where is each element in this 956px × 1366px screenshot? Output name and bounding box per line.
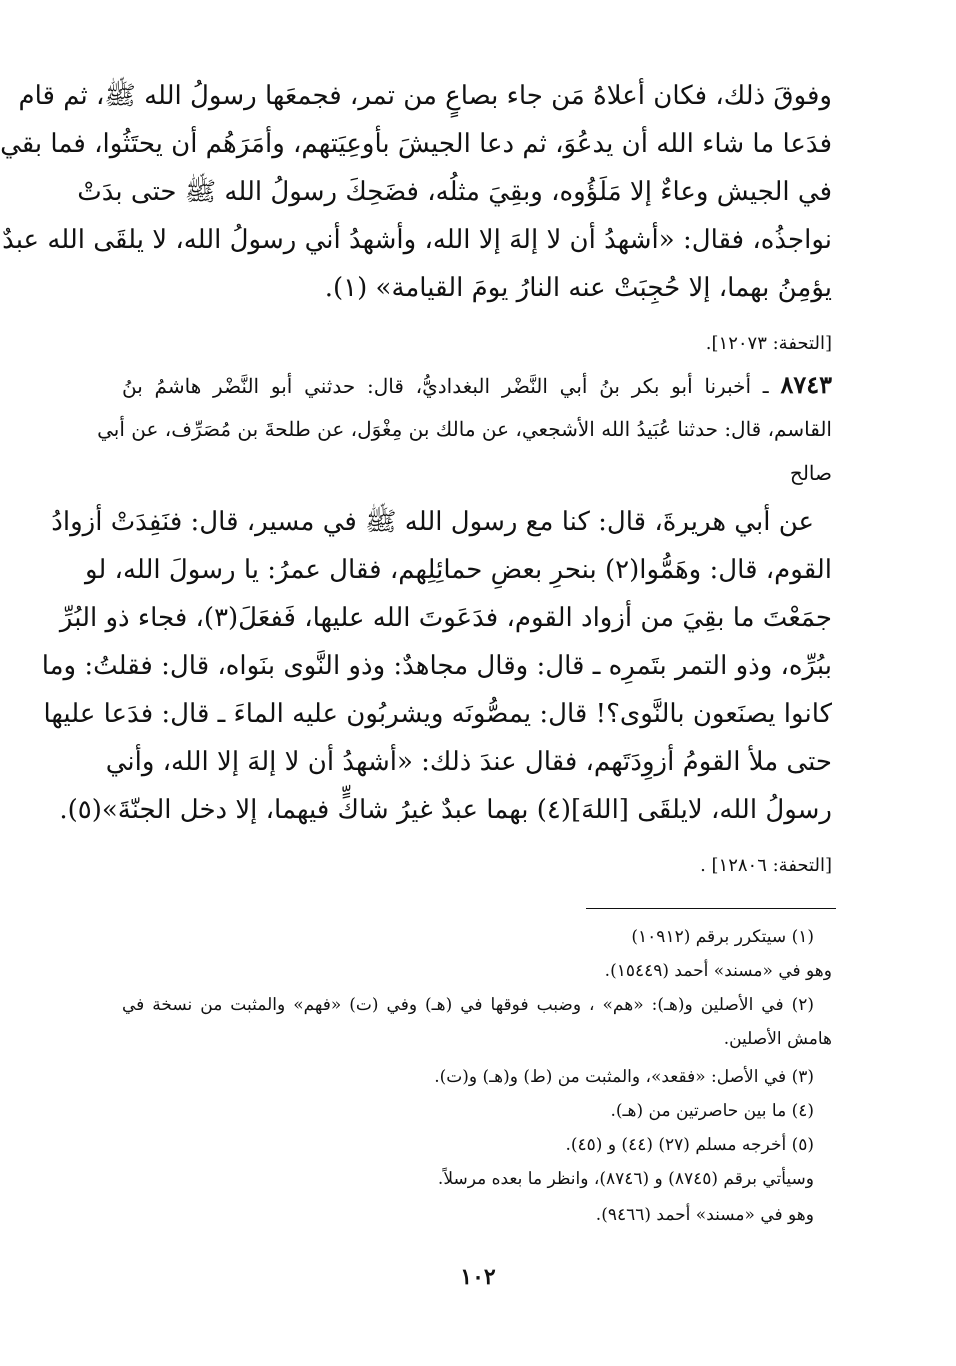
footnote-line: وهو في «مسند» أحمد (١٥٤٤٩). [604,961,832,981]
footnote-line: (٢) في الأصلين و(هـ): «هم» ، وضبب فوقها في (هـ) وفي (ت) «فهم» والمثبت من نسخة في [122,995,814,1015]
passage-line: فدَعا ما شاء الله أن يدعُوَ، ثم دعا الجيشَ بأوعِيَتهم، وأمَرَهُم أن يحتَثُوا، فما بقي [0,129,832,159]
footnote-line: (١) سيتكرر برقم (١٠٩١٢) [631,927,814,947]
matn-line: كانوا يصنَعون بالنَّوى؟! قال: يمصُّونَه ويشربُون عليه الماءَ ـ قال: فدَعا عليها [43,699,832,729]
matn-line: رسولُ الله، لايلقَى [اللهَ](٤) بهما عبدٌ غيرُ شاكٍّ فيهما، إلا دخل الجنّةَ»(٥). [59,795,832,825]
page-number: ١٠٢ [460,1264,496,1290]
hadith-number: ٨٧٤٣ [780,370,832,399]
footnote-line: (٣) في الأصل: «فقعد»، والمثبت من (ط) و(هـ) و(ت). [434,1067,814,1087]
isnad-line: القاسم، قال: حدثنا عُبَيدُ الله الأشجعي، عن مالك بن مِغْوَل، عن طلحةَ بن مُصَرِّف، عن أبي [97,417,832,441]
passage-line: في الجيش وعاءٌ إلا مَلَؤُوه، وبقِيَ مثلُه، فضَحِكَ رسولُ الله ﷺ حتى بدَتْ [77,177,832,207]
footnote-line: وسيأتي برقم (٨٧٤٥) و (٨٧٤٦)، وانظر ما بعده مرسلاً. [437,1169,814,1189]
isnad-line-first [122,368,832,402]
matn-line: عن أبي هريرةَ، قال: كنا مع رسول الله ﷺ في مسير، قال: فنَفِدَتْ أزوادُ [51,507,814,537]
matn-line: حتى ملأ القومُ أزوِدَتَهم، فقال عندَ ذلك: «أشهدُ أن لا إلهَ إلا الله، وأني [105,747,832,777]
footnote-line: هامش الأصلين. [723,1029,832,1049]
matn-line: جمَعْتَ ما بقِيَ من أزواد القوم، فدَعَوتَ الله عليها، فَفعَلَ(٣)، فجاء ذو البُرِّ [59,603,832,633]
passage-line: وفوقَ ذلك، فكان أعلاهُ مَن جاء بصاعٍ من تمر، فجمعَها رسولُ الله ﷺ، ثم قام [18,81,832,111]
passage-line: يؤمِنُ بهما، إلا حُجِبَتْ عنه النارُ يومَ القيامة» (١). [324,273,832,303]
matn-line: القوم، قال: وهَمُّوا(٢) بنحرِ بعضِ حمائِلِهم، فقال عمرُ: يا رسولَ الله، لو [84,555,832,585]
matn-line: ببُرِّه، وذو التمر بتَمرِه ـ قال: وقال مجاهدٌ: وذو النَّوى بنَواه، قال: فقلتُ: وما [41,651,832,681]
tuhfa-reference: [التحفة: ١٢٨٠٦] . [700,855,832,876]
footnote-separator [586,908,836,909]
isnad-text: ـ أخبرنا أبو بكر بنُ أبي النَّضْر البغداديُّ، قال: حدثني أبو النَّضْر هاشمُ بنُ [122,374,769,398]
tuhfa-reference: [التحفة: ١٢٠٧٣]. [705,333,832,354]
footnote-line: وهو في «مسند» أحمد (٩٤٦٦). [595,1205,814,1225]
footnote-line: (٤) ما بين حاصرتين من (هـ). [610,1101,814,1121]
isnad-line: صالح [789,461,832,485]
passage-line: نواجذُه، فقال: «أشهدُ أن لا إلهَ إلا الله، وأشهدُ أني رسولُ الله، لا يلقَى الله عبدٌ [2,225,832,255]
footnote-line: (٥) أخرجه مسلم (٢٧) (٤٤) و (٤٥). [565,1135,814,1155]
